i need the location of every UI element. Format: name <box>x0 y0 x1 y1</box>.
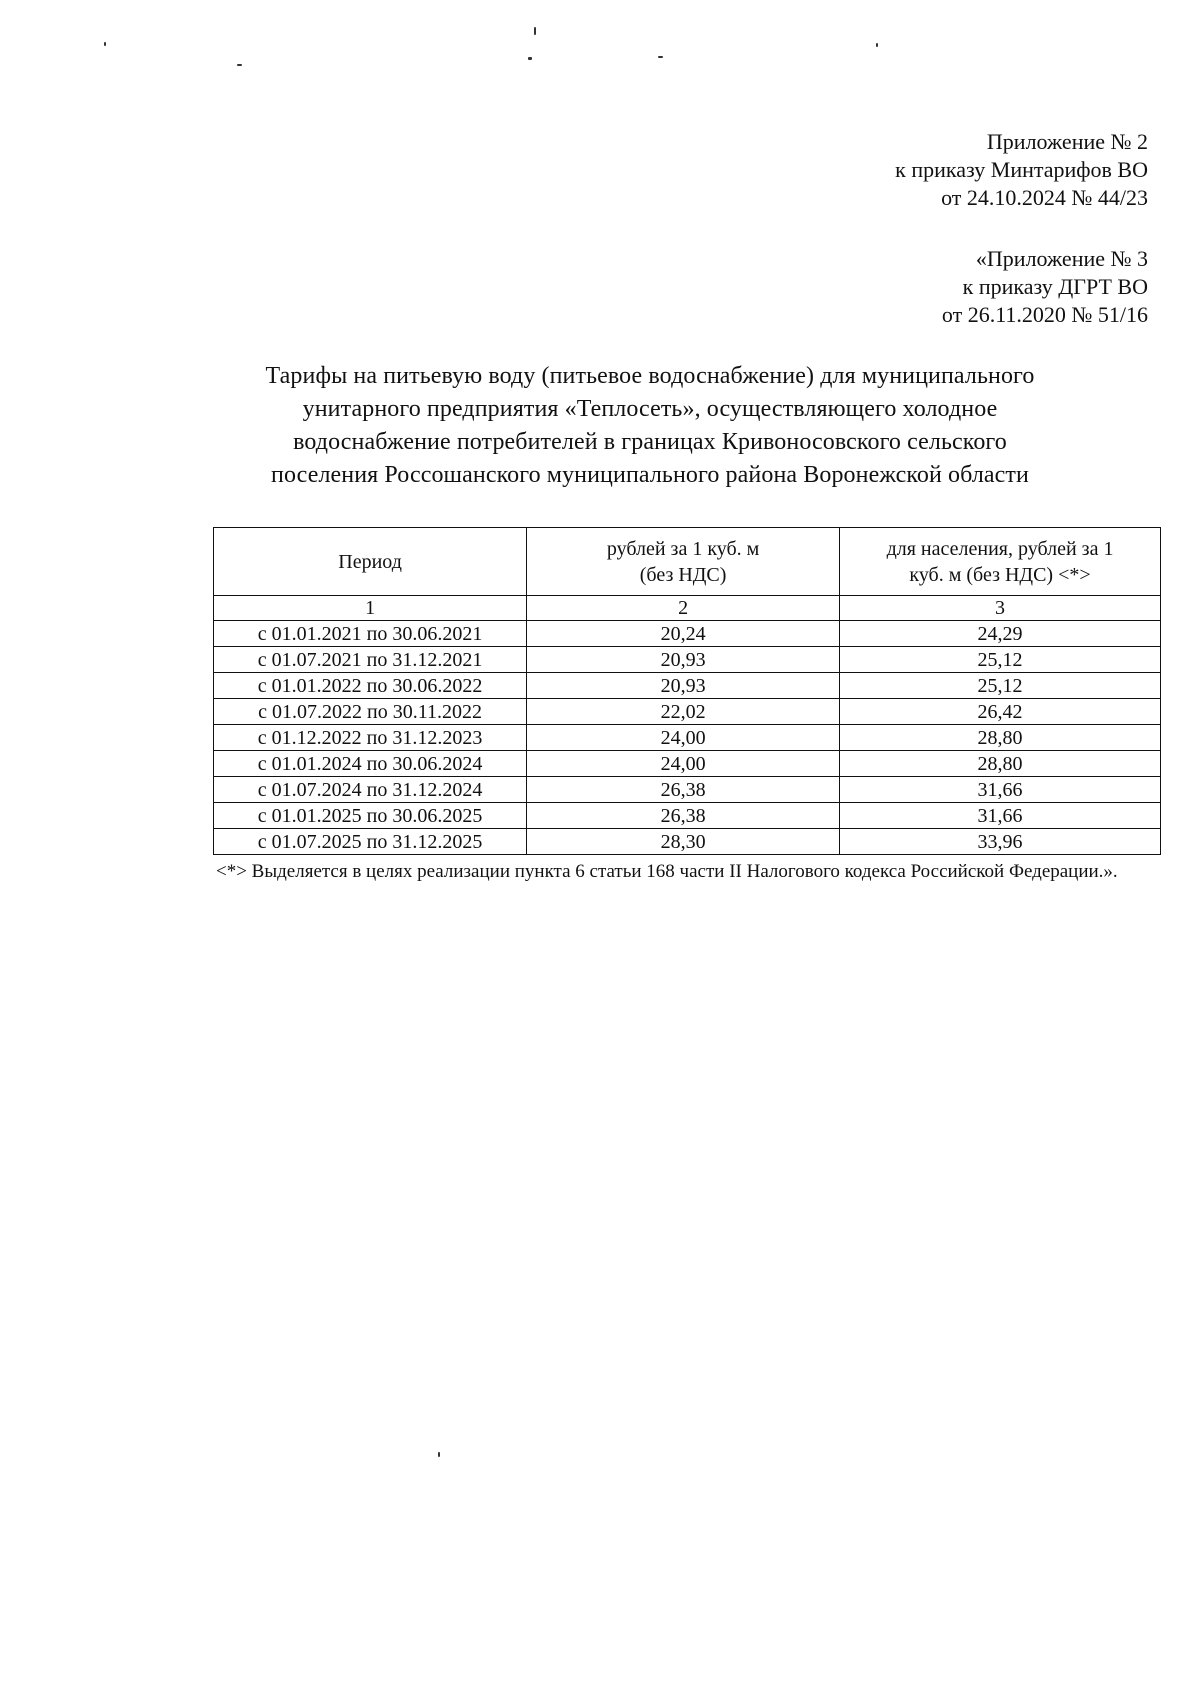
cell-period: с 01.07.2022 по 30.11.2022 <box>214 699 527 725</box>
table-row <box>214 777 1161 803</box>
cell-population-price: 33,96 <box>840 829 1161 855</box>
table-row <box>214 751 1161 777</box>
cell-price: 20,93 <box>527 673 840 699</box>
table-header-row <box>214 528 1161 596</box>
cell-population-price: 31,66 <box>840 777 1161 803</box>
header-price-line2: (без НДС) <box>639 563 727 586</box>
header-population-price <box>840 528 1161 596</box>
cell-price: 26,38 <box>527 803 840 829</box>
cell-population-price: 28,80 <box>840 725 1161 751</box>
cell-period: с 01.07.2024 по 31.12.2024 <box>214 777 527 803</box>
title-line: поселения Россошанского муниципального района Воронежской области <box>271 462 1029 488</box>
title-line: унитарного предприятия «Теплосеть», осуществляющего холодное <box>302 396 998 422</box>
annex-previous-number: «Приложение № 3 <box>975 246 1148 271</box>
cell-price: 26,38 <box>527 777 840 803</box>
cell-period: с 01.07.2021 по 31.12.2021 <box>214 647 527 673</box>
scan-speck <box>528 57 532 60</box>
cell-price: 22,02 <box>527 699 840 725</box>
table-row <box>214 829 1161 855</box>
cell-period: с 01.01.2024 по 30.06.2024 <box>214 751 527 777</box>
scan-speck <box>438 1452 440 1457</box>
cell-population-price: 28,80 <box>840 751 1161 777</box>
cell-period: с 01.07.2025 по 31.12.2025 <box>214 829 527 855</box>
table-row <box>214 647 1161 673</box>
table-row <box>214 699 1161 725</box>
annex-previous-date: от 26.11.2020 № 51/16 <box>941 302 1148 327</box>
cell-population-price: 26,42 <box>840 699 1161 725</box>
title-line: водоснабжение потребителей в границах Кривоносовского сельского <box>293 429 1007 455</box>
annex-current-order: к приказу Минтарифов ВО <box>895 157 1148 182</box>
cell-period: с 01.01.2025 по 30.06.2025 <box>214 803 527 829</box>
scan-speck <box>104 42 106 46</box>
column-number-row <box>214 596 1161 621</box>
cell-period: с 01.01.2022 по 30.06.2022 <box>214 673 527 699</box>
annex-current-header <box>895 128 1148 212</box>
footnote: <*> Выделяется в целях реализации пункта 6 статьи 168 части II Налогового кодекса Российской Федерации.». <box>216 861 1118 882</box>
table-row <box>214 725 1161 751</box>
scan-speck <box>534 27 536 35</box>
document-title <box>200 360 1100 492</box>
annex-previous-order: к приказу ДГРТ ВО <box>962 274 1148 299</box>
header-population-line2: куб. м (без НДС) <*> <box>909 563 1091 586</box>
cell-price: 24,00 <box>527 725 840 751</box>
cell-period: с 01.12.2022 по 31.12.2023 <box>214 725 527 751</box>
cell-population-price: 25,12 <box>840 673 1161 699</box>
tariff-table-body <box>214 528 1161 855</box>
cell-period: с 01.01.2021 по 30.06.2021 <box>214 621 527 647</box>
annex-previous-header <box>942 245 1148 329</box>
scan-speck <box>237 64 242 66</box>
column-number: 1 <box>214 596 527 621</box>
column-number: 3 <box>840 596 1161 621</box>
header-population-line1: для населения, рублей за 1 <box>886 537 1114 560</box>
column-number: 2 <box>527 596 840 621</box>
tariff-table <box>213 527 1161 855</box>
cell-price: 20,24 <box>527 621 840 647</box>
title-line: Тарифы на питьевую воду (питьевое водоснабжение) для муниципального <box>265 363 1035 389</box>
scan-speck <box>658 56 663 58</box>
cell-price: 20,93 <box>527 647 840 673</box>
scan-speck <box>876 43 878 47</box>
annex-current-date: от 24.10.2024 № 44/23 <box>941 185 1148 210</box>
table-row <box>214 621 1161 647</box>
table-row <box>214 673 1161 699</box>
cell-population-price: 25,12 <box>840 647 1161 673</box>
header-period: Период <box>214 528 527 596</box>
cell-price: 24,00 <box>527 751 840 777</box>
cell-price: 28,30 <box>527 829 840 855</box>
header-price <box>527 528 840 596</box>
cell-population-price: 24,29 <box>840 621 1161 647</box>
table-row <box>214 803 1161 829</box>
annex-current-number: Приложение № 2 <box>986 129 1148 154</box>
header-price-line1: рублей за 1 куб. м <box>606 537 760 560</box>
cell-population-price: 31,66 <box>840 803 1161 829</box>
